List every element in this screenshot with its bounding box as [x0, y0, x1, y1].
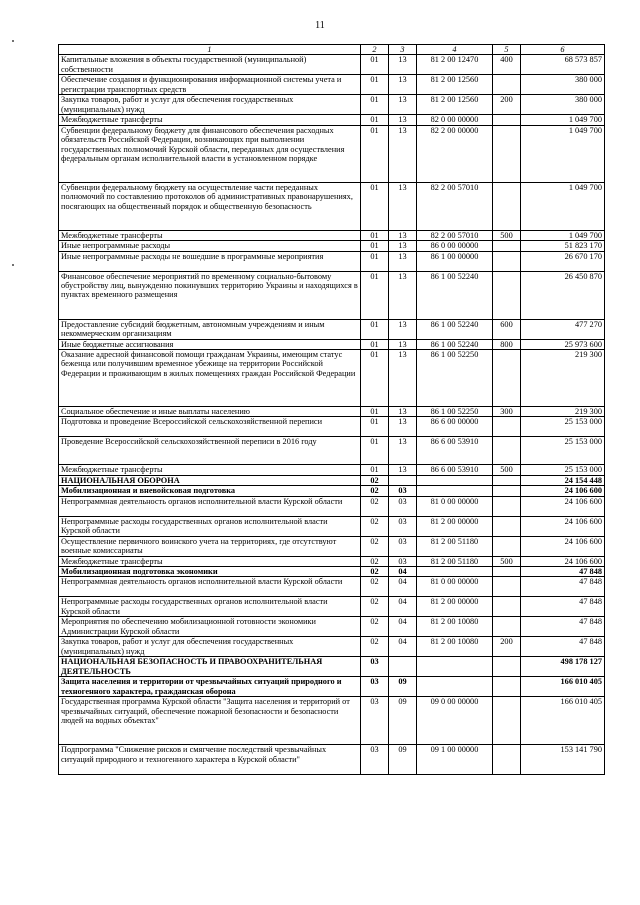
row-amount-cell: 24 106 600 — [521, 536, 605, 556]
table-row — [59, 241, 605, 251]
row-subsection-cell: 13 — [389, 115, 417, 125]
row-section-cell: 01 — [361, 339, 389, 349]
row-amount-cell: 68 573 857 — [521, 55, 605, 75]
row-section-cell: 01 — [361, 437, 389, 465]
row-amount-cell: 1 049 700 — [521, 115, 605, 125]
row-name-cell: Капитальные вложения в объекты государственной (муниципальной) собственности — [59, 55, 361, 75]
row-subsection-cell: 13 — [389, 465, 417, 475]
row-amount-cell: 1 049 700 — [521, 182, 605, 230]
row-subsection-cell: 04 — [389, 637, 417, 657]
row-expense-type-cell — [493, 241, 521, 251]
row-subsection-cell: 13 — [389, 230, 417, 240]
row-section-cell: 02 — [361, 486, 389, 496]
row-subsection-cell: 03 — [389, 536, 417, 556]
row-subsection-cell: 04 — [389, 577, 417, 597]
table-row — [59, 407, 605, 417]
row-subsection-cell: 09 — [389, 677, 417, 697]
row-name-cell: Закупка товаров, работ и услуг для обеспечения государственных (муниципальных) нужд — [59, 95, 361, 115]
row-name-cell: Иные непрограммные расходы — [59, 241, 361, 251]
row-name-cell: Иные бюджетные ассигнования — [59, 339, 361, 349]
row-subsection-cell: 13 — [389, 339, 417, 349]
row-subsection-cell: 09 — [389, 697, 417, 745]
row-name-cell: Непрограммная деятельность органов исполнительной власти Курской области — [59, 577, 361, 597]
row-name-cell: Мобилизационная и вневойсковая подготовка — [59, 486, 361, 496]
row-name-cell: Финансовое обеспечение мероприятий по временному социально-бытовому обустройству лиц, вынужденно покинувших территорию Украины и находящихся в пунктах временного размещения — [59, 271, 361, 319]
row-amount-cell: 477 270 — [521, 319, 605, 339]
row-name-cell: Оказание адресной финансовой помощи гражданам Украины, имеющим статус беженца или получившим временное убежище на территории Российской Федерации и проживающим в жилых помещениях граждан Российской Федерации — [59, 350, 361, 407]
table-row — [59, 437, 605, 465]
row-amount-cell: 166 010 405 — [521, 697, 605, 745]
row-target-article-cell: 81 2 00 10080 — [417, 637, 493, 657]
row-subsection-cell: 13 — [389, 95, 417, 115]
header-cell: 5 — [493, 45, 521, 55]
row-expense-type-cell — [493, 536, 521, 556]
row-amount-cell: 24 106 600 — [521, 496, 605, 516]
row-section-cell: 01 — [361, 75, 389, 95]
row-expense-type-cell — [493, 182, 521, 230]
row-section-cell: 02 — [361, 637, 389, 657]
table-row — [59, 55, 605, 75]
row-amount-cell: 24 106 600 — [521, 516, 605, 536]
row-subsection-cell: 13 — [389, 241, 417, 251]
row-name-cell: Иные непрограммные расходы не вошедшие в программные мероприятия — [59, 251, 361, 271]
row-name-cell: Непрограммные расходы государственных органов исполнительной власти Курской области — [59, 516, 361, 536]
row-section-cell: 01 — [361, 230, 389, 240]
row-subsection-cell: 04 — [389, 597, 417, 617]
row-subsection-cell: 13 — [389, 55, 417, 75]
row-expense-type-cell — [493, 745, 521, 775]
row-section-cell: 01 — [361, 407, 389, 417]
row-amount-cell: 153 141 790 — [521, 745, 605, 775]
row-subsection-cell: 13 — [389, 350, 417, 407]
row-target-article-cell — [417, 475, 493, 485]
row-expense-type-cell — [493, 486, 521, 496]
row-amount-cell: 219 300 — [521, 407, 605, 417]
row-amount-cell: 1 049 700 — [521, 125, 605, 182]
row-section-cell: 02 — [361, 567, 389, 577]
row-amount-cell: 51 823 170 — [521, 241, 605, 251]
row-target-article-cell: 86 1 00 52250 — [417, 407, 493, 417]
row-amount-cell: 25 153 000 — [521, 465, 605, 475]
row-subsection-cell: 09 — [389, 745, 417, 775]
row-subsection-cell: 13 — [389, 417, 417, 437]
table-row — [59, 617, 605, 637]
table-row — [59, 319, 605, 339]
row-target-article-cell: 81 0 00 00000 — [417, 496, 493, 516]
row-amount-cell: 47 848 — [521, 577, 605, 597]
table-row — [59, 125, 605, 182]
row-target-article-cell: 81 2 00 12470 — [417, 55, 493, 75]
table-row — [59, 350, 605, 407]
row-name-cell: Закупка товаров, работ и услуг для обеспечения государственных (муниципальных) нужд — [59, 637, 361, 657]
row-expense-type-cell — [493, 677, 521, 697]
row-amount-cell: 26 670 170 — [521, 251, 605, 271]
row-subsection-cell — [389, 657, 417, 677]
row-expense-type-cell: 200 — [493, 95, 521, 115]
row-expense-type-cell: 800 — [493, 339, 521, 349]
row-subsection-cell: 03 — [389, 556, 417, 566]
table-row — [59, 475, 605, 485]
table-row — [59, 745, 605, 775]
row-amount-cell: 47 848 — [521, 637, 605, 657]
row-target-article-cell — [417, 657, 493, 677]
row-target-article-cell: 86 1 00 52240 — [417, 271, 493, 319]
row-amount-cell: 1 049 700 — [521, 230, 605, 240]
row-name-cell: Межбюджетные трансферты — [59, 556, 361, 566]
row-target-article-cell: 86 6 00 00000 — [417, 417, 493, 437]
table-row — [59, 567, 605, 577]
row-section-cell: 01 — [361, 271, 389, 319]
row-expense-type-cell — [493, 697, 521, 745]
row-expense-type-cell — [493, 271, 521, 319]
row-target-article-cell — [417, 486, 493, 496]
table-row — [59, 536, 605, 556]
row-subsection-cell: 03 — [389, 516, 417, 536]
row-section-cell: 01 — [361, 251, 389, 271]
row-expense-type-cell: 500 — [493, 465, 521, 475]
row-subsection-cell: 13 — [389, 75, 417, 95]
table-row — [59, 577, 605, 597]
row-amount-cell: 25 973 600 — [521, 339, 605, 349]
table-row — [59, 417, 605, 437]
row-name-cell: НАЦИОНАЛЬНАЯ БЕЗОПАСНОСТЬ И ПРАВООХРАНИТЕЛЬНАЯ ДЕЯТЕЛЬНОСТЬ — [59, 657, 361, 677]
row-section-cell: 02 — [361, 496, 389, 516]
table-row — [59, 637, 605, 657]
table-row — [59, 516, 605, 536]
table-row — [59, 339, 605, 349]
header-cell: 6 — [521, 45, 605, 55]
row-subsection-cell: 13 — [389, 182, 417, 230]
row-name-cell: Осуществление первичного воинского учета на территориях, где отсутствуют военные комиссариаты — [59, 536, 361, 556]
row-name-cell: НАЦИОНАЛЬНАЯ ОБОРОНА — [59, 475, 361, 485]
row-name-cell: Государственная программа Курской области "Защита населения и территорий от чрезвычайных ситуаций, обеспечение пожарной безопасности и безопасности людей на водных объектах" — [59, 697, 361, 745]
row-name-cell: Подготовка и проведение Всероссийской сельскохозяйственной переписи — [59, 417, 361, 437]
header-cell: 2 — [361, 45, 389, 55]
row-amount-cell: 219 300 — [521, 350, 605, 407]
row-expense-type-cell — [493, 597, 521, 617]
row-name-cell: Непрограммная деятельность органов исполнительной власти Курской области — [59, 496, 361, 516]
row-expense-type-cell — [493, 516, 521, 536]
row-amount-cell: 47 848 — [521, 597, 605, 617]
row-amount-cell: 47 848 — [521, 617, 605, 637]
row-name-cell: Защита населения и территории от чрезвычайных ситуаций природного и техногенного характера, гражданская оборона — [59, 677, 361, 697]
row-target-article-cell: 81 2 00 00000 — [417, 516, 493, 536]
row-target-article-cell: 86 1 00 52250 — [417, 350, 493, 407]
row-target-article-cell: 81 2 00 10080 — [417, 617, 493, 637]
row-expense-type-cell: 600 — [493, 319, 521, 339]
row-section-cell: 03 — [361, 745, 389, 775]
row-subsection-cell: 03 — [389, 486, 417, 496]
row-target-article-cell: 81 2 00 51180 — [417, 536, 493, 556]
row-amount-cell: 24 106 600 — [521, 556, 605, 566]
table-row — [59, 115, 605, 125]
row-section-cell: 02 — [361, 536, 389, 556]
row-amount-cell: 25 153 000 — [521, 437, 605, 465]
row-name-cell: Межбюджетные трансферты — [59, 465, 361, 475]
row-target-article-cell — [417, 567, 493, 577]
table-row — [59, 75, 605, 95]
row-section-cell: 01 — [361, 182, 389, 230]
row-target-article-cell: 82 2 00 57010 — [417, 182, 493, 230]
row-section-cell: 01 — [361, 55, 389, 75]
row-target-article-cell: 86 1 00 00000 — [417, 251, 493, 271]
margin-mark — [12, 40, 14, 42]
row-expense-type-cell — [493, 125, 521, 182]
row-section-cell: 01 — [361, 241, 389, 251]
row-target-article-cell: 81 2 00 12560 — [417, 95, 493, 115]
row-section-cell: 01 — [361, 319, 389, 339]
row-expense-type-cell — [493, 617, 521, 637]
row-name-cell: Обеспечение создания и функционирования информационной системы учета и регистрации транспортных средств — [59, 75, 361, 95]
row-name-cell: Предоставление субсидий бюджетным, автономным учреждениям и иным некоммерческим организациям — [59, 319, 361, 339]
table-row — [59, 465, 605, 475]
table-row — [59, 182, 605, 230]
row-subsection-cell: 03 — [389, 496, 417, 516]
table-row — [59, 677, 605, 697]
row-section-cell: 03 — [361, 677, 389, 697]
header-cell: 1 — [59, 45, 361, 55]
row-target-article-cell: 86 6 00 53910 — [417, 437, 493, 465]
row-section-cell: 02 — [361, 475, 389, 485]
row-expense-type-cell — [493, 350, 521, 407]
row-expense-type-cell — [493, 437, 521, 465]
row-name-cell: Проведение Всероссийской сельскохозяйственной переписи в 2016 году — [59, 437, 361, 465]
row-section-cell: 01 — [361, 125, 389, 182]
row-name-cell: Субвенции федеральному бюджету для финансового обеспечения расходных обязательств Российской Федерации, возникающих при выполнении государственных полномочий Курской области, переданных для осуществления федеральным органам исполнительной власти в установленном порядке — [59, 125, 361, 182]
table-row — [59, 486, 605, 496]
table-row — [59, 251, 605, 271]
row-name-cell: Мероприятия по обеспечению мобилизационной готовности экономики Администрации Курской области — [59, 617, 361, 637]
row-amount-cell: 47 848 — [521, 567, 605, 577]
row-subsection-cell: 13 — [389, 271, 417, 319]
row-target-article-cell: 09 0 00 00000 — [417, 697, 493, 745]
row-section-cell: 02 — [361, 556, 389, 566]
margin-mark — [12, 264, 14, 266]
row-subsection-cell: 13 — [389, 437, 417, 465]
row-subsection-cell: 13 — [389, 319, 417, 339]
row-amount-cell: 380 000 — [521, 75, 605, 95]
row-section-cell: 02 — [361, 577, 389, 597]
row-target-article-cell — [417, 677, 493, 697]
row-name-cell: Субвенции федеральному бюджету на осуществление части переданных полномочий по составлению протоколов об административных правонарушениях, посягающих на общественный порядок и общественную безопасность — [59, 182, 361, 230]
page-number: 11 — [315, 20, 325, 31]
row-expense-type-cell: 500 — [493, 230, 521, 240]
row-expense-type-cell — [493, 567, 521, 577]
row-name-cell: Межбюджетные трансферты — [59, 230, 361, 240]
row-expense-type-cell — [493, 417, 521, 437]
row-subsection-cell — [389, 475, 417, 485]
row-expense-type-cell: 200 — [493, 637, 521, 657]
row-subsection-cell: 04 — [389, 617, 417, 637]
row-expense-type-cell — [493, 75, 521, 95]
row-section-cell: 02 — [361, 516, 389, 536]
header-row — [59, 45, 605, 55]
row-target-article-cell: 81 2 00 12560 — [417, 75, 493, 95]
row-name-cell: Непрограммные расходы государственных органов исполнительной власти Курской области — [59, 597, 361, 617]
row-target-article-cell: 86 0 00 00000 — [417, 241, 493, 251]
row-target-article-cell: 82 2 00 00000 — [417, 125, 493, 182]
row-expense-type-cell: 500 — [493, 556, 521, 566]
row-target-article-cell: 81 0 00 00000 — [417, 577, 493, 597]
row-target-article-cell: 82 0 00 00000 — [417, 115, 493, 125]
row-target-article-cell: 82 2 00 57010 — [417, 230, 493, 240]
row-expense-type-cell: 300 — [493, 407, 521, 417]
header-cell: 3 — [389, 45, 417, 55]
table-row — [59, 556, 605, 566]
table-row — [59, 657, 605, 677]
row-expense-type-cell: 400 — [493, 55, 521, 75]
table-row — [59, 496, 605, 516]
row-expense-type-cell — [493, 115, 521, 125]
row-amount-cell: 24 106 600 — [521, 486, 605, 496]
row-section-cell: 03 — [361, 657, 389, 677]
row-section-cell: 01 — [361, 350, 389, 407]
row-section-cell: 01 — [361, 465, 389, 475]
row-target-article-cell: 81 2 00 00000 — [417, 597, 493, 617]
row-name-cell: Подпрограмма "Снижение рисков и смягчение последствий чрезвычайных ситуаций природного и техногенного характера в Курской области" — [59, 745, 361, 775]
row-section-cell: 01 — [361, 95, 389, 115]
row-name-cell: Межбюджетные трансферты — [59, 115, 361, 125]
table-row — [59, 597, 605, 617]
row-section-cell: 01 — [361, 417, 389, 437]
row-section-cell: 03 — [361, 697, 389, 745]
row-subsection-cell: 13 — [389, 251, 417, 271]
row-amount-cell: 26 450 870 — [521, 271, 605, 319]
row-expense-type-cell — [493, 251, 521, 271]
row-subsection-cell: 04 — [389, 567, 417, 577]
header-cell: 4 — [417, 45, 493, 55]
row-expense-type-cell — [493, 475, 521, 485]
row-section-cell: 02 — [361, 597, 389, 617]
row-name-cell: Социальное обеспечение и иные выплаты населению — [59, 407, 361, 417]
row-target-article-cell: 81 2 00 51180 — [417, 556, 493, 566]
table-row — [59, 271, 605, 319]
table-row — [59, 697, 605, 745]
row-section-cell: 01 — [361, 115, 389, 125]
row-amount-cell: 498 178 127 — [521, 657, 605, 677]
row-amount-cell: 166 010 405 — [521, 677, 605, 697]
row-amount-cell: 380 000 — [521, 95, 605, 115]
table-row — [59, 95, 605, 115]
row-name-cell: Мобилизационная подготовка экономики — [59, 567, 361, 577]
row-expense-type-cell — [493, 496, 521, 516]
row-expense-type-cell — [493, 657, 521, 677]
row-target-article-cell: 86 1 00 52240 — [417, 339, 493, 349]
row-target-article-cell: 86 6 00 53910 — [417, 465, 493, 475]
row-expense-type-cell — [493, 577, 521, 597]
row-target-article-cell: 09 1 00 00000 — [417, 745, 493, 775]
row-amount-cell: 25 153 000 — [521, 417, 605, 437]
row-section-cell: 02 — [361, 617, 389, 637]
row-subsection-cell: 13 — [389, 407, 417, 417]
budget-table — [58, 44, 605, 775]
row-target-article-cell: 86 1 00 52240 — [417, 319, 493, 339]
row-subsection-cell: 13 — [389, 125, 417, 182]
row-amount-cell: 24 154 448 — [521, 475, 605, 485]
table-row — [59, 230, 605, 240]
